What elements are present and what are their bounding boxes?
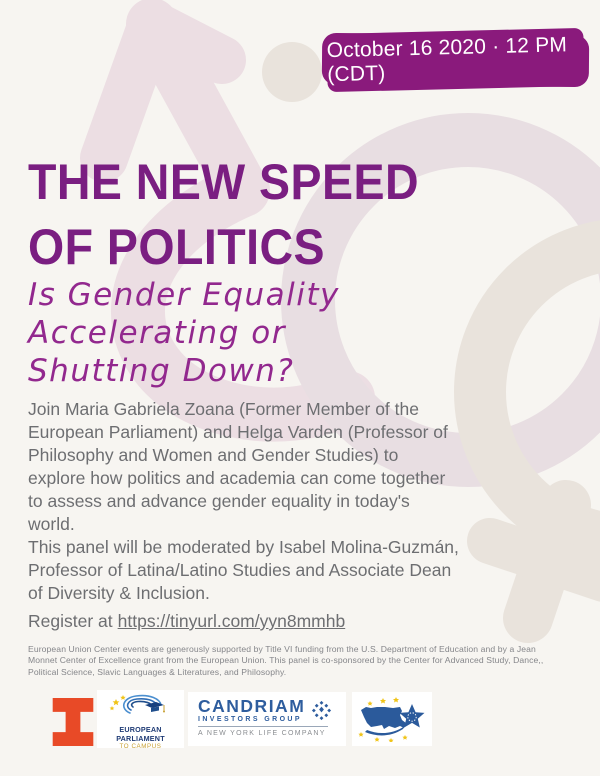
description-line: European Parliament) and Helga Varden (Professor of	[28, 422, 448, 442]
graduation-cap-icon	[145, 702, 165, 713]
description-line: Philosophy and Women and Gender Studies) to	[28, 445, 399, 465]
subtitle-line-1: Is Gender Equality	[28, 277, 340, 313]
event-description	[28, 398, 568, 633]
register-label: Register at	[28, 611, 113, 631]
candriam-tagline: A NEW YORK LIFE COMPANY	[198, 730, 326, 737]
description-line: explore how politics and academia can come together	[28, 468, 446, 488]
fine-print-line: Monnet Center of Excellence grant from the European Union. This panel is co-sponsored by the Center for Advanced Study, Dance,,	[28, 655, 544, 666]
parliament-swirl-icon	[106, 693, 176, 719]
candriam-diamond-mark-icon	[310, 699, 333, 722]
ep-campus-label-1: EUROPEAN PARLIAMENT	[116, 725, 165, 743]
registration-link[interactable]: https://tinyurl.com/yyn8mmhb	[117, 611, 346, 631]
title-line-1: THE NEW SPEED	[28, 154, 420, 210]
description-line: world.	[28, 514, 75, 534]
us-map-eu-star-icon	[357, 696, 427, 742]
registration-line	[28, 610, 568, 633]
description-line: Join Maria Gabriela Zoana (Former Member of the	[28, 399, 419, 419]
candriam-wordmark: CANDRIAM	[198, 696, 306, 716]
candriam-group-label: INVESTORS GROUP	[198, 716, 302, 723]
description-paragraph-2	[28, 536, 568, 605]
date-badge-text: October 16 2020 · 12 PM (CDT)	[326, 33, 568, 87]
fine-print-line: European Union Center events are generously supported by Title VI funding from the U.S. Department of Education and by a Jean	[28, 644, 536, 654]
description-line: Professor of Latina/Latino Studies and Associate Dean	[28, 560, 452, 580]
subtitle-line-3: Shutting Down?	[28, 353, 295, 389]
fine-print-line: Political Science, Slavic Languages & Literatures, and Philosophy.	[28, 666, 287, 677]
sponsorship-fine-print	[28, 644, 573, 678]
subtitle-line-2: Accelerating or	[28, 315, 286, 351]
beige-circle-watermark	[262, 42, 322, 102]
description-line: to assess and advance gender equality in today's	[28, 491, 410, 511]
page-title	[28, 150, 419, 280]
sponsor-logo-row	[0, 688, 600, 768]
title-line-2: OF POLITICS	[28, 219, 326, 275]
european-parliament-to-campus-logo	[97, 690, 184, 748]
candriam-logo	[188, 692, 346, 746]
date-badge	[326, 28, 584, 92]
us-map-eu-star-logo	[352, 692, 432, 746]
ep-campus-label-2: TO CAMPUS	[119, 743, 162, 750]
illinois-block-i-icon	[45, 698, 101, 746]
description-line: This panel will be moderated by Isabel Molina-Guzmán,	[28, 537, 459, 557]
description-paragraph-1	[28, 398, 568, 536]
description-line: of Diversity & Inclusion.	[28, 583, 210, 603]
illinois-block-i-icon	[45, 698, 101, 746]
candriam-divider	[198, 726, 328, 727]
subtitle	[28, 276, 340, 390]
